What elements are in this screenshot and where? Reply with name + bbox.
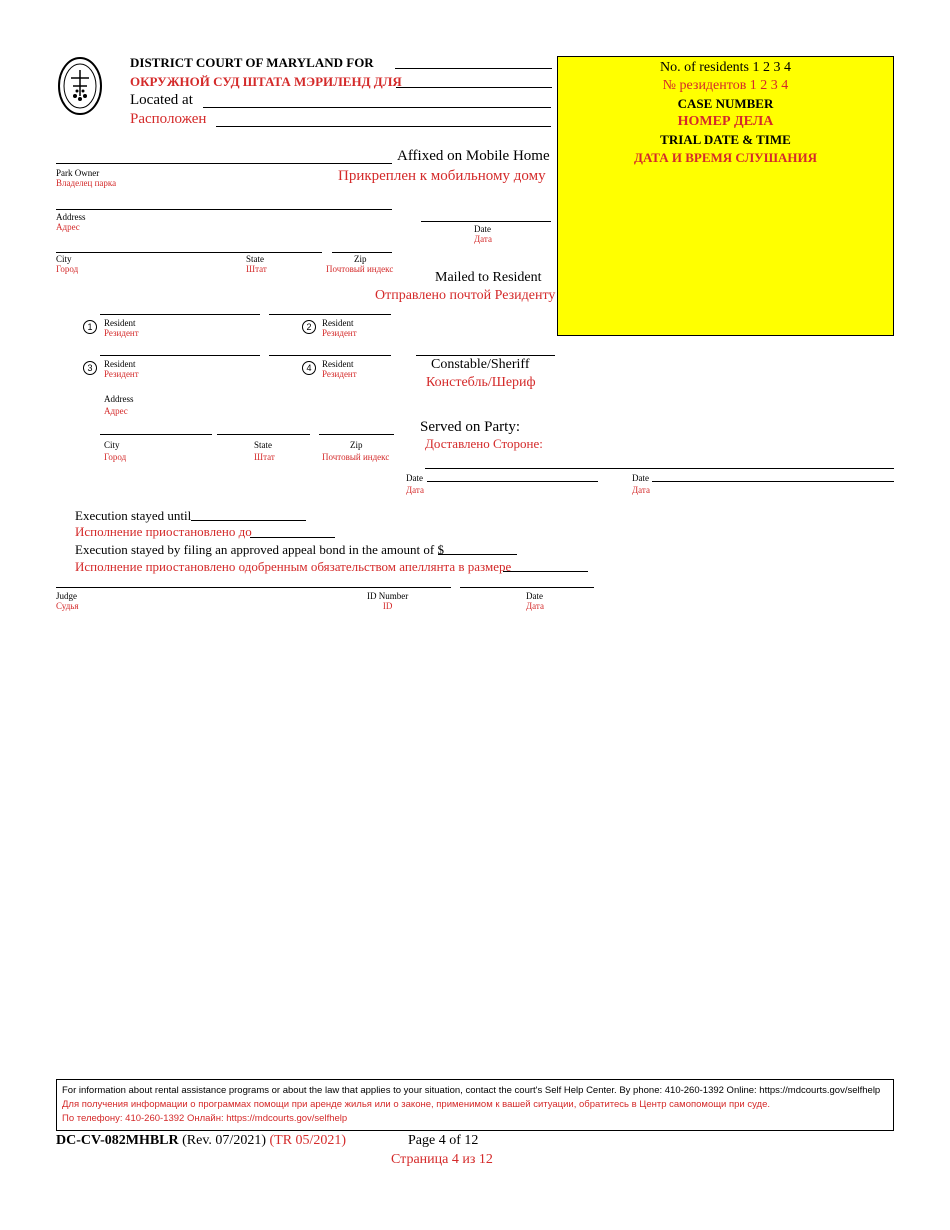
resident-3-line[interactable] bbox=[100, 355, 260, 356]
bond-label-en: Execution stayed by filing an approved appeal bond in the amount of $ bbox=[75, 542, 444, 557]
owner-city-line[interactable] bbox=[56, 252, 322, 253]
resident-4-label: Resident Резидент bbox=[322, 359, 357, 379]
number-3-icon: 3 bbox=[83, 361, 97, 375]
page-number-en: Page 4 of 12 bbox=[408, 1133, 479, 1148]
case-number-label-ru: НОМЕР ДЕЛА bbox=[677, 114, 774, 129]
bond-amount-line[interactable] bbox=[438, 554, 517, 555]
residents-count-en[interactable]: No. of residents 1 2 3 4 bbox=[659, 60, 792, 75]
park-owner-line[interactable] bbox=[56, 163, 392, 164]
stayed-until-ru: Исполнение приостановлено до bbox=[75, 524, 252, 539]
served-date-line-2[interactable] bbox=[652, 481, 894, 482]
affixed-label-en: Affixed on Mobile Home bbox=[397, 148, 550, 164]
residents-count-ru: № резидентов 1 2 3 4 bbox=[662, 78, 789, 93]
owner-state-label: State Штат bbox=[246, 254, 267, 274]
case-info-box bbox=[557, 56, 894, 336]
number-2-icon: 2 bbox=[302, 320, 316, 334]
self-help-info-box bbox=[56, 1079, 894, 1131]
served-label-en: Served on Party: bbox=[420, 419, 520, 435]
owner-zip-line[interactable] bbox=[332, 252, 392, 253]
trial-label-en: TRIAL DATE & TIME bbox=[660, 132, 791, 147]
court-seal-icon bbox=[57, 56, 103, 116]
resident-2-label: Resident Резидент bbox=[322, 318, 357, 338]
resident-zip-label: Zip Почтовый индекс bbox=[322, 440, 390, 462]
constable-line[interactable] bbox=[416, 355, 555, 356]
court-line[interactable] bbox=[395, 68, 552, 69]
number-4-icon: 4 bbox=[302, 361, 316, 375]
resident-3-label: Resident Резидент bbox=[104, 359, 139, 379]
form-rev: (Rev. 07/2021) bbox=[182, 1133, 266, 1148]
resident-4-line[interactable] bbox=[269, 355, 391, 356]
judge-date-label: Date Дата bbox=[526, 591, 544, 611]
resident-2-line[interactable] bbox=[269, 314, 391, 315]
form-id-line bbox=[56, 1133, 346, 1149]
form-id: DC-CV-082MHBLR bbox=[56, 1133, 179, 1148]
judge-date-line[interactable] bbox=[460, 587, 594, 588]
owner-address-label: Address Адрес bbox=[56, 212, 86, 232]
located-ru-line bbox=[216, 126, 551, 127]
judge-label: Judge Судья bbox=[56, 591, 79, 611]
stayed-until-line[interactable] bbox=[191, 520, 306, 521]
served-label-ru: Доставлено Стороне: bbox=[425, 436, 543, 451]
affixed-date-line[interactable] bbox=[421, 221, 551, 222]
resident-city-line[interactable] bbox=[100, 434, 212, 435]
owner-zip-label: Zip Почтовый индекс bbox=[326, 254, 394, 274]
resident-state-label: State Штат bbox=[254, 440, 275, 462]
bond-label-ru: Исполнение приостановлено одобренным обязательством апеллянта в размере bbox=[75, 559, 512, 574]
located-label-ru: Расположен bbox=[130, 111, 207, 127]
judge-line[interactable] bbox=[56, 587, 451, 588]
stayed-until-ru-line bbox=[250, 537, 335, 538]
bond-amount-ru-line bbox=[503, 571, 588, 572]
affixed-date-label: Date Дата bbox=[474, 224, 492, 244]
served-date-label-2: Date Дата bbox=[632, 473, 650, 495]
resident-1-label: Resident Резидент bbox=[104, 318, 139, 338]
park-owner-label: Park Owner Владелец парка bbox=[56, 168, 117, 188]
mailed-label-ru: Отправлено почтой Резиденту bbox=[375, 288, 556, 303]
owner-city-label: City Город bbox=[56, 254, 79, 274]
affixed-label-ru: Прикреплен к мобильному дому bbox=[338, 168, 546, 184]
form-tr: (TR 05/2021) bbox=[269, 1133, 347, 1148]
owner-address-line[interactable] bbox=[56, 209, 392, 210]
resident-zip-line[interactable] bbox=[319, 434, 394, 435]
constable-label-ru: Констебль/Шериф bbox=[426, 375, 536, 390]
number-1-icon: 1 bbox=[83, 320, 97, 334]
case-number-label-en: CASE NUMBER bbox=[677, 96, 774, 111]
self-help-info-ru-2: По телефону: 410-260-1392 Онлайн: https://mdcourts.gov/selfhelp bbox=[62, 1113, 348, 1124]
page-number-ru: Страница 4 из 12 bbox=[391, 1152, 493, 1167]
court-title-ru: ОКРУЖНОЙ СУД ШТАТА МЭРИЛЕНД ДЛЯ bbox=[130, 74, 402, 89]
self-help-info-ru-1: Для получения информации о программах помощи при аренде жилья или о законе, применимом к вашей ситуации, обратитесь в Центр самопомощи при суде. bbox=[62, 1099, 771, 1110]
self-help-info-en: For information about rental assistance programs or about the law that applies to your situation, contact the court's Self Help Center. By phone: 410-260-1392 Online: https://mdcourts.gov/selfhelp bbox=[62, 1085, 881, 1096]
trial-label-ru: ДАТА И ВРЕМЯ СЛУШАНИЯ bbox=[634, 150, 817, 165]
court-title-en: DISTRICT COURT OF MARYLAND FOR bbox=[130, 55, 374, 70]
court-ru-line bbox=[396, 87, 552, 88]
resident-address-label: Address Адрес bbox=[104, 394, 134, 416]
located-label-en: Located at bbox=[130, 92, 193, 108]
judge-id-label: ID Number ID bbox=[367, 591, 409, 611]
served-date-line-1[interactable] bbox=[427, 481, 598, 482]
resident-state-line[interactable] bbox=[217, 434, 310, 435]
located-line[interactable] bbox=[203, 107, 551, 108]
mailed-label-en: Mailed to Resident bbox=[435, 270, 542, 285]
constable-label-en: Constable/Sheriff bbox=[431, 357, 530, 372]
served-party-line[interactable] bbox=[425, 468, 894, 469]
served-date-label-1: Date Дата bbox=[406, 473, 424, 495]
resident-1-line[interactable] bbox=[100, 314, 260, 315]
resident-city-label: City Город bbox=[104, 440, 127, 462]
stayed-until-en: Execution stayed until bbox=[75, 508, 192, 523]
